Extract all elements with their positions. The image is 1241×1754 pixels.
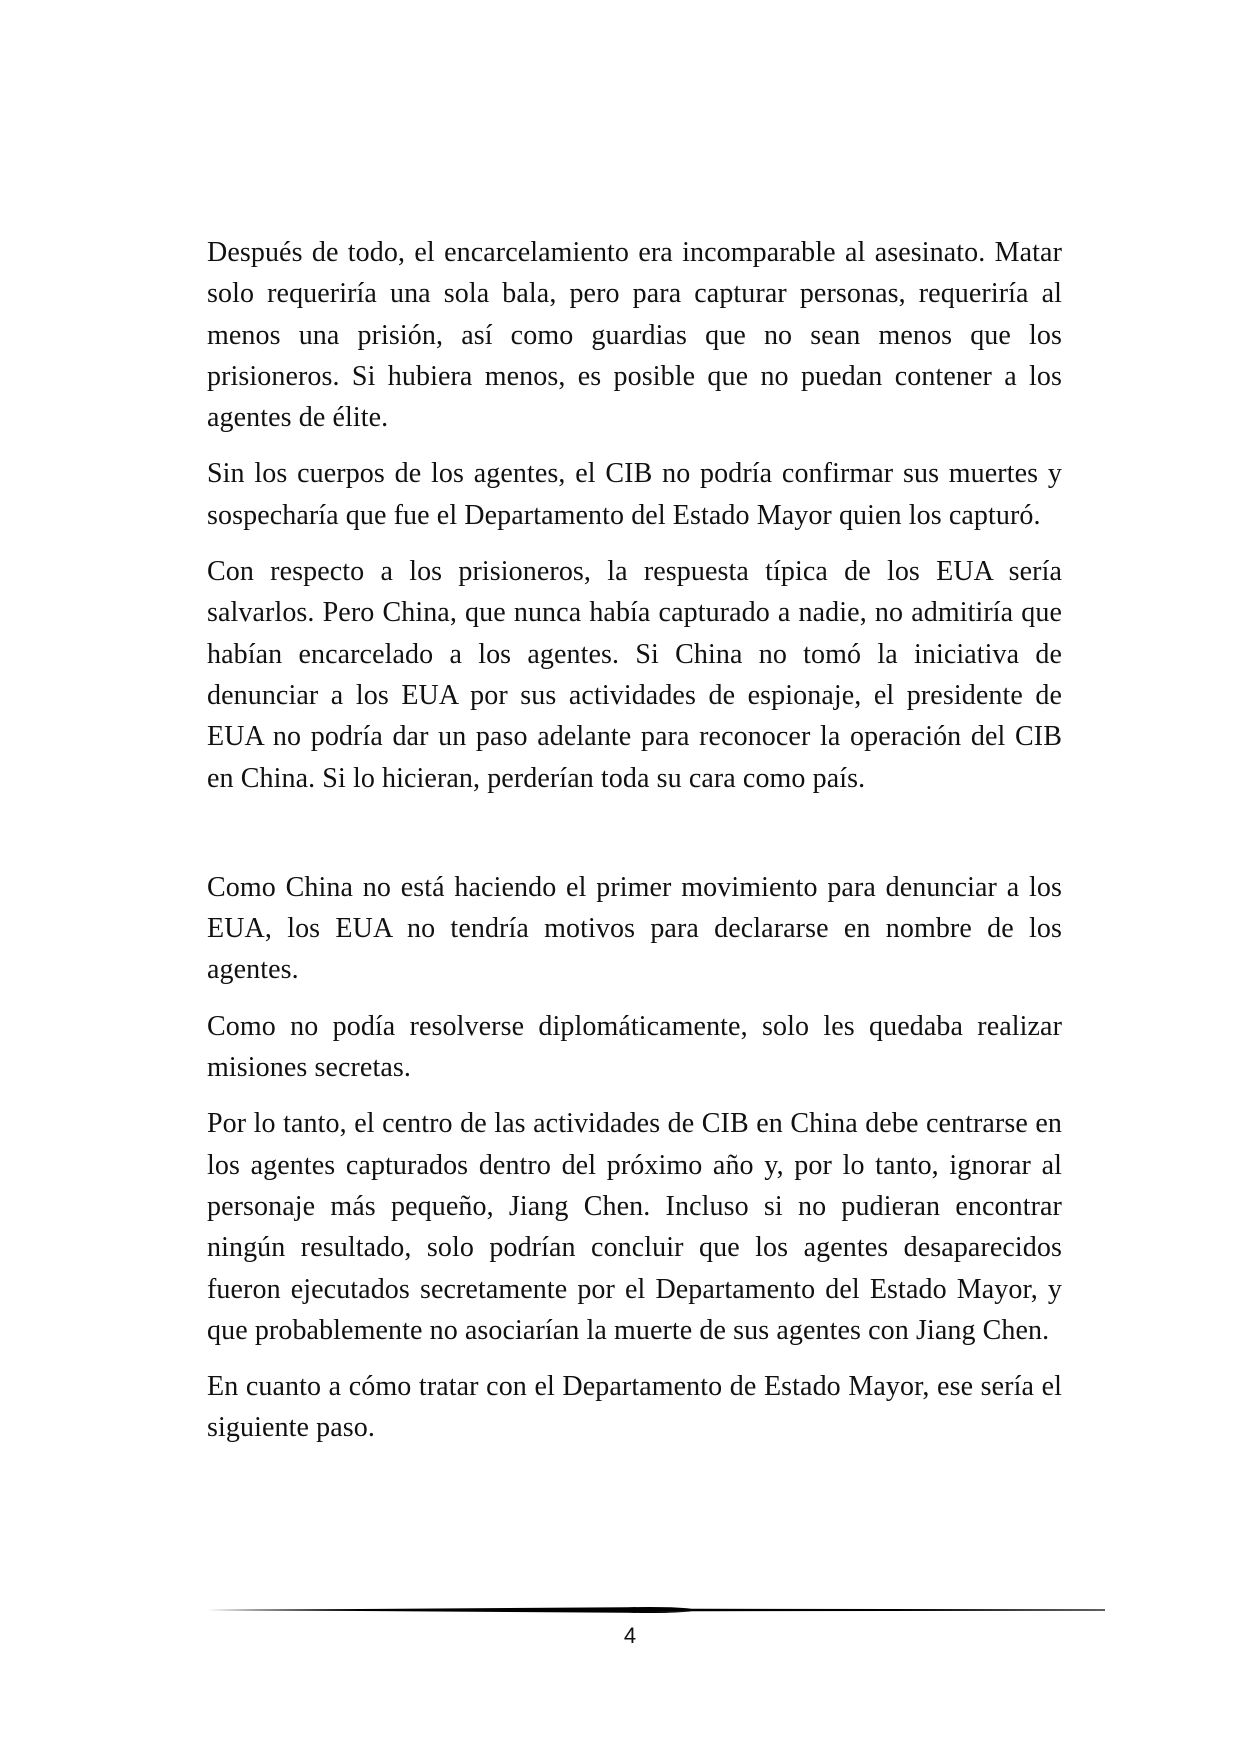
paragraph-2: Sin los cuerpos de los agentes, el CIB no podría confirmar sus muertes y sospecharía que fue el Departamento del Estado Mayor quien los capturó. bbox=[207, 458, 1062, 531]
body-text bbox=[207, 232, 1062, 1464]
footer-rule-stroke bbox=[207, 1607, 1105, 1613]
footer-rule bbox=[207, 1605, 1105, 1615]
paragraph-3: Con respecto a los prisioneros, la respuesta típica de los EUA sería salvarlos. Pero China, que nunca había capturado a nadie, no admitiría que habían encarcelado a los agentes. Si China no tomó la iniciativa de denunciar a los EUA por sus actividades de espionaje, el presidente de EUA no podría dar un paso adelante para reconocer la operación del CIB en China. Si lo hicieran, perderían toda su cara como país. bbox=[207, 556, 1062, 794]
page-number: 4 bbox=[623, 1623, 637, 1648]
paragraph-1: Después de todo, el encarcelamiento era incomparable al asesinato. Matar solo requeriría una sola bala, pero para capturar personas, requeriría al menos una prisión, así como guardias que no sean menos que los prisioneros. Si hubiera menos, es posible que no puedan contener a los agentes de élite. bbox=[207, 237, 1062, 434]
paragraph-5: Como no podía resolverse diplomáticamente, solo les quedaba realizar misiones secretas. bbox=[207, 1010, 1062, 1084]
paragraph-7: En cuanto a cómo tratar con el Departamento de Estado Mayor, ese sería el siguiente paso. bbox=[207, 1371, 1062, 1444]
paragraph-6: Por lo tanto, el centro de las actividades de CIB en China debe centrarse en los agentes capturados dentro del próximo año y, por lo tanto, ignorar al personaje más pequeño, Jiang Chen. Incluso si no pudieran encontrar ningún resultado, solo podrían concluir que los agentes desaparecidos fueron ejecutados secretamente por el Departamento del Estado Mayor, y que probablemente no asociarían la muerte de sus agentes con Jiang Chen. bbox=[207, 1108, 1062, 1346]
paragraph-4: Como China no está haciendo el primer movimiento para denunciar a los EUA, los EUA no tendría motivos para declararse en nombre de los agentes. bbox=[207, 871, 1062, 986]
